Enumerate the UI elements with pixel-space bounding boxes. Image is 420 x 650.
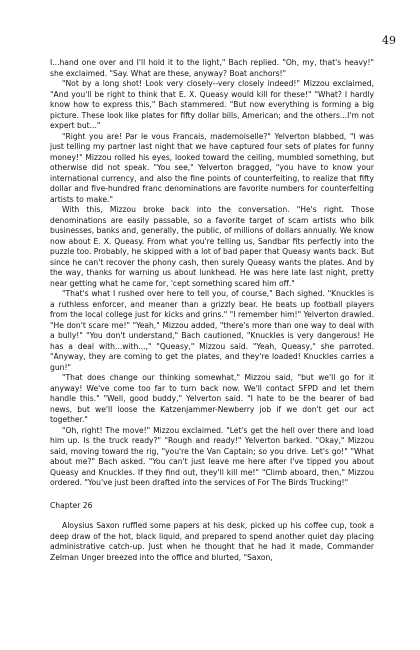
chapter-heading: Chapter 26 [50, 500, 93, 510]
paragraph: "Not by a long shot! Look very closely--very closely indeed!" Mizzou exclaimed, "And you'll be right to think that E. X. Queasy would kill for these!" "What? I hardly know how to express this," Bach stammered. "But now everything is forming a big picture. These look like plates for fifty dollar bills, American; and the others...I'm not expert but..." [50, 79, 374, 130]
paragraph: I...hand one over and I'll hold it to the light," Bach replied. "Oh, my, that's heavy!" she exclaimed. "Say. What are these, anyway? Boat anchors!" [50, 58, 374, 78]
body-text [50, 58, 374, 563]
paragraph: With this, Mizzou broke back into the conversation. "He's right. Those denominations are easily passable, so a favorite target of scam artists who bilk businesses, banks and, generally, the public, of millions of dollars annually. We know now about E. X. Queasy. From what you're telling us, Sandbar fits perfectly into the puzzle too. Probably, he skipped with a lot of bad paper that Queasy wants back. But since he can't recover the phony cash, then surely Queasy wants the plates. And by the way, thanks for warning us about lunkhead. He was here late last night, pretty near getting what he came for, 'cept something scared him off." [50, 205, 374, 288]
paragraph: "That's what I rushed over here to tell you, of course," Bach sighed. "Knuckles is a ruthless enforcer, and meaner than a grizzly bear. He beats up football players from the local college just for kicks and grins." "I remember him!" Yelverton drawled. "He don't scare me!" "Yeah," Mizzou added, "there's more than one way to deal with a bully!" "You don't understand," Bach cautioned, "Knuckles is very dangerous! He has a deal with...with...," "Queasy," Mizzou said. "Yeah, Queasy," she parroted. "Anyway, they are coming to get the plates, and they're loaded! Knuckles carries a gun!" [50, 289, 374, 372]
paragraph: "That does change our thinking somewhat," Mizzou said, "but we'll go for it anyway! We've come too far to turn back now. We'll contact SFPD and let them handle this." "Well, good buddy," Yelverton said. "I hate to be the bearer of bad news, but we'll loose the Katzenjammer-Newberry job if we don't get our act together." [50, 373, 374, 424]
page-number: 49 [382, 34, 396, 47]
paragraph: Aloysius Saxon ruffled some papers at his desk, picked up his coffee cup, took a deep draw of the hot, black liquid, and prepared to spend another quiet day placing administrative catch-up. Just when he thought that he had it made, Commander Zelman Unger breezed into the office and blurted, "Saxon, [50, 521, 374, 562]
paragraph: "Right you are! Par le vous Francais, mademoiselle?" Yelverton blabbed, "I was just telling my partner last night that we have captured four sets of plates for funny money!" Mizzou rolled his eyes, looked toward the ceiling, mumbled something, but otherwise did not speak. "You see," Yelverton bragged, "you have to know your international currency, and also the fine points of counterfeiting, to realize that fifty dollar and five-hundred franc denominations are favorite numbers for counterfeiting artists to make." [50, 131, 374, 204]
paragraph: "Oh, right! The move!" Mizzou exclaimed. "Let's get the hell over there and load him up. Is the truck ready?" "Rough and ready!" Yelverton barked. "Okay," Mizzou said, moving toward the rig, "you're the Van Captain; so you drive. Let's go!" "What about me?" Bach asked. "You can't just leave me here after I've tipped you about Queasy and Knuckles. If they find out, they'll kill me!" "Climb aboard, then," Mizzou ordered. "You've just been drafted into the services of For The Birds Trucking!" [50, 425, 374, 487]
